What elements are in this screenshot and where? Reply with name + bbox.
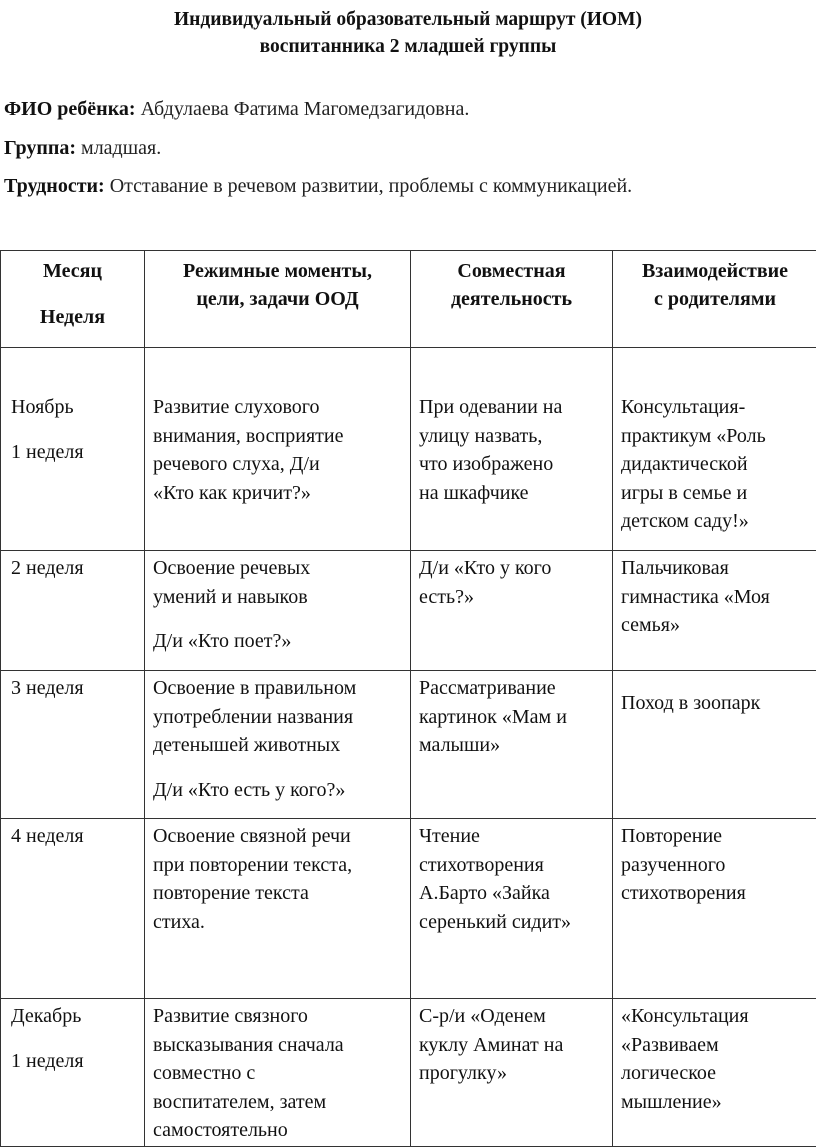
difficulties-label: Трудности: — [4, 175, 105, 197]
text-line: Развитие слухового — [153, 393, 404, 422]
child-name-line — [4, 96, 469, 122]
text-line: «Консультация — [621, 1002, 811, 1031]
group-line — [4, 135, 161, 161]
text-line: С-р/и «Оденем — [419, 1002, 606, 1031]
cell-week — [1, 348, 145, 551]
text-line: самостоятельно — [153, 1116, 404, 1145]
text-line: стиха. — [153, 908, 404, 937]
table-row — [1, 819, 816, 999]
text-line: стихотворения — [419, 851, 606, 880]
group-label: Группа: — [4, 137, 76, 159]
route-table — [0, 250, 816, 1147]
header-joint — [411, 251, 613, 348]
text-line: Чтение — [419, 822, 606, 851]
text-line: серенький сидит» — [419, 908, 606, 937]
text-line: воспитателем, затем — [153, 1088, 404, 1117]
text-line: есть?» — [419, 583, 606, 612]
text-line: При одевании на — [419, 393, 606, 422]
header-joint-line2: деятельность — [411, 285, 612, 313]
text-line: Рассматривание — [419, 674, 606, 703]
header-joint-line1: Совместная — [411, 257, 612, 285]
cell-regime — [145, 819, 411, 999]
text-line: при повторении текста, — [153, 851, 404, 880]
cell-week — [1, 551, 145, 671]
cell-parents — [613, 551, 816, 671]
text-line: умений и навыков — [153, 583, 404, 612]
cell-parents — [613, 819, 816, 999]
cell-joint — [411, 551, 613, 671]
text-line: детенышей животных — [153, 731, 404, 760]
cell-joint — [411, 348, 613, 551]
header-regime-line2: цели, задачи ООД — [145, 285, 410, 313]
text-line: повторение текста — [153, 879, 404, 908]
cell-week — [1, 819, 145, 999]
month-label: Ноябрь — [11, 393, 138, 422]
text-line: Д/и «Кто у кого — [419, 554, 606, 583]
table-row — [1, 348, 816, 551]
text-line: употреблении названия — [153, 703, 404, 732]
text-line: гимнастика «Моя — [621, 583, 811, 612]
week-label: 2 неделя — [11, 554, 138, 583]
text-line: разученного — [621, 851, 811, 880]
difficulties-line — [4, 173, 632, 199]
header-parents-line2: с родителями — [613, 285, 816, 313]
header-month: Месяц — [1, 257, 144, 285]
text-line: малыши» — [419, 731, 606, 760]
text-line: дидактической — [621, 450, 811, 479]
text-line: семья» — [621, 611, 811, 640]
title-line-1: Индивидуальный образовательный маршрут (ИОМ) — [0, 6, 816, 33]
week-label: 1 неделя — [11, 438, 138, 467]
text-line: логическое — [621, 1059, 811, 1088]
text-line: Освоение связной речи — [153, 822, 404, 851]
text-line: куклу Аминат на — [419, 1031, 606, 1060]
header-regime — [145, 251, 411, 348]
cell-joint — [411, 999, 613, 1147]
table-row — [1, 551, 816, 671]
text-line: Освоение речевых — [153, 554, 404, 583]
header-week: Неделя — [1, 303, 144, 331]
week-label: 1 неделя — [11, 1047, 138, 1076]
text-line: Развитие связного — [153, 1002, 404, 1031]
week-label: 4 неделя — [11, 822, 138, 851]
text-line: практикум «Роль — [621, 422, 811, 451]
game-line: Д/и «Кто есть у кого?» — [153, 776, 404, 805]
difficulties-value: Отставание в речевом развитии, проблемы с коммуникацией. — [110, 175, 632, 197]
text-line: «Кто как кричит?» — [153, 479, 404, 508]
month-label: Декабрь — [11, 1002, 138, 1031]
text-line: Консультация- — [621, 393, 811, 422]
title-line-2: воспитанника 2 младшей группы — [0, 33, 816, 60]
text-line: на шкафчике — [419, 479, 606, 508]
text-line: мышление» — [621, 1088, 811, 1117]
cell-week — [1, 999, 145, 1147]
table-header-row — [1, 251, 816, 348]
cell-regime — [145, 348, 411, 551]
text-line: игры в семье и — [621, 479, 811, 508]
child-name-value: Абдулаева Фатима Магомедзагидовна. — [141, 98, 470, 120]
cell-regime — [145, 671, 411, 819]
game-line: Д/и «Кто поет?» — [153, 627, 404, 656]
cell-regime — [145, 999, 411, 1147]
cell-week — [1, 671, 145, 819]
table-row — [1, 999, 816, 1147]
header-parents — [613, 251, 816, 348]
text-line: речевого слуха, Д/и — [153, 450, 404, 479]
header-parents-line1: Взаимодействие — [613, 257, 816, 285]
header-regime-line1: Режимные моменты, — [145, 257, 410, 285]
document-title — [0, 6, 816, 60]
cell-parents — [613, 348, 816, 551]
cell-parents — [613, 671, 816, 819]
text-line: Освоение в правильном — [153, 674, 404, 703]
week-label: 3 неделя — [11, 674, 138, 703]
text-line: стихотворения — [621, 879, 811, 908]
text-line: картинок «Мам и — [419, 703, 606, 732]
child-name-label: ФИО ребёнка: — [4, 98, 136, 120]
text-line: прогулку» — [419, 1059, 606, 1088]
text-line: совместно с — [153, 1059, 404, 1088]
cell-parents — [613, 999, 816, 1147]
text-line: улицу назвать, — [419, 422, 606, 451]
text-line: внимания, восприятие — [153, 422, 404, 451]
text-line: Поход в зоопарк — [621, 689, 811, 718]
text-line: «Развиваем — [621, 1031, 811, 1060]
text-line: детском саду!» — [621, 507, 811, 536]
group-value: младшая. — [81, 137, 161, 159]
text-line: А.Барто «Зайка — [419, 879, 606, 908]
cell-joint — [411, 671, 613, 819]
header-month-week — [1, 251, 145, 348]
cell-regime — [145, 551, 411, 671]
text-line: высказывания сначала — [153, 1031, 404, 1060]
text-line: Пальчиковая — [621, 554, 811, 583]
cell-joint — [411, 819, 613, 999]
table-row — [1, 671, 816, 819]
text-line: Повторение — [621, 822, 811, 851]
text-line: что изображено — [419, 450, 606, 479]
